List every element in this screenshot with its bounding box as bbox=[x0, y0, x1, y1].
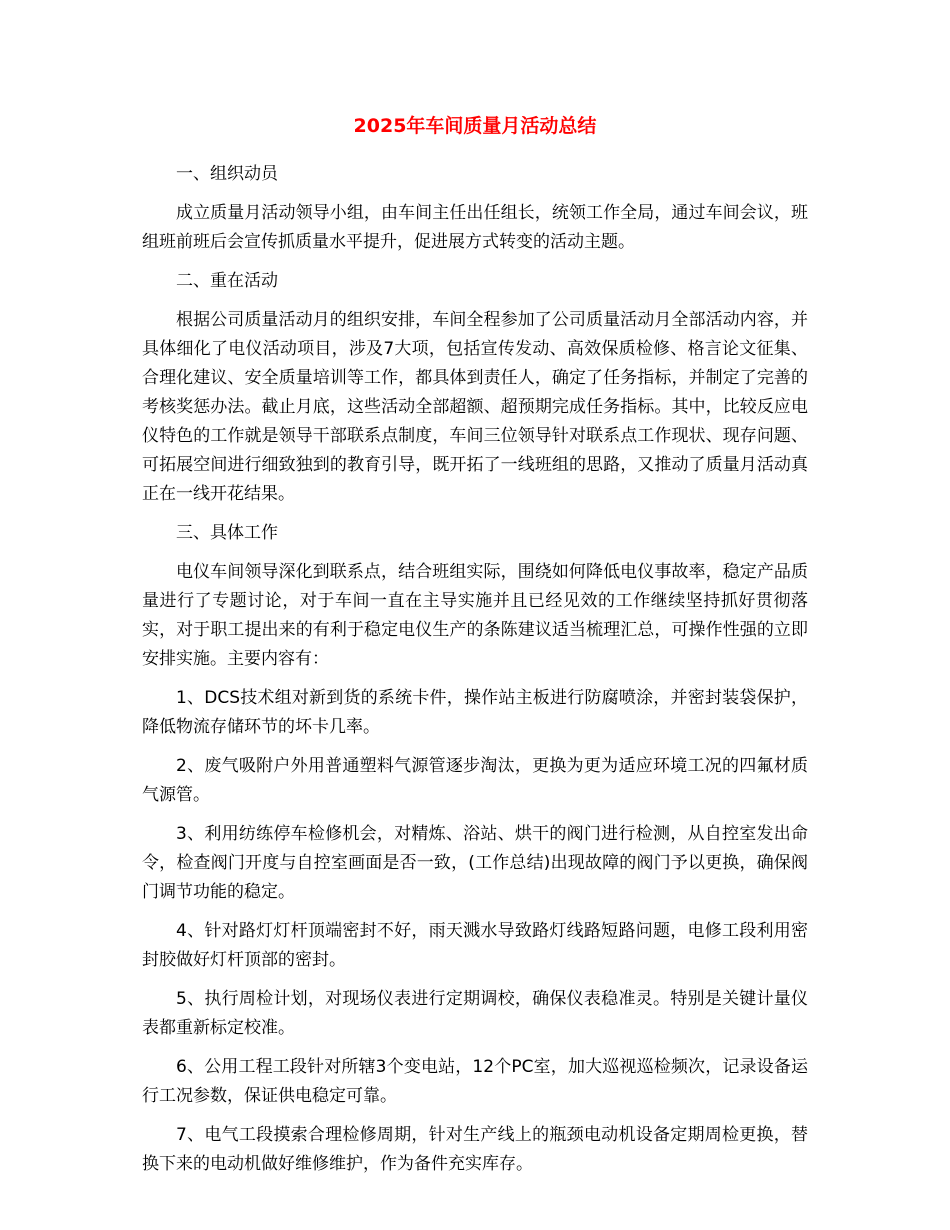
section-heading-2: 二、重在活动 bbox=[176, 271, 278, 291]
section-heading-3: 三、具体工作 bbox=[176, 523, 278, 543]
list-item: 7、电气工段摸索合理检修周期，针对生产线上的瓶颈电动机设备定期周检更换，替换下来的电动机做好维修维护，作为备件充实库存。 bbox=[142, 1125, 808, 1174]
list-item: 1、DCS技术组对新到货的系统卡件，操作站主板进行防腐喷涂，并密封装袋保护，降低物流存储环节的坏卡几率。 bbox=[142, 688, 808, 737]
paragraph: 电仪车间领导深化到联系点，结合班组实际，围绕如何降低电仪事故率，稳定产品质量进行了专题讨论，对于车间一直在主导实施并且已经见效的工作继续坚持抓好贯彻落实，对于职工提出来的有利于稳定电仪生产的条陈建议适当梳理汇总，可操作性强的立即安排实施。主要内容有： bbox=[142, 562, 808, 669]
paragraph: 成立质量月活动领导小组，由车间主任出任组长，统领工作全局，通过车间会议，班组班前班后会宣传抓质量水平提升，促进展方式转变的活动主题。 bbox=[142, 203, 808, 252]
list-item: 2、废气吸附户外用普通塑料气源管逐步淘汰，更换为更为适应环境工况的四氟材质气源管。 bbox=[142, 756, 808, 805]
list-item: 6、公用工程工段针对所辖3个变电站，12个PC室，加大巡视巡检频次，记录设备运行工况参数，保证供电稳定可靠。 bbox=[142, 1057, 808, 1106]
section-heading-1: 一、组织动员 bbox=[176, 164, 278, 184]
list-item: 3、利用纺练停车检修机会，对精炼、浴站、烘干的阀门进行检测，从自控室发出命令，检查阀门开度与自控室画面是否一致，(工作总结)出现故障的阀门予以更换，确保阀门调节功能的稳定。 bbox=[142, 824, 808, 902]
list-item: 5、执行周检计划，对现场仪表进行定期调校，确保仪表稳准灵。特别是关键计量仪表都重新标定校准。 bbox=[142, 989, 808, 1038]
list-item: 4、针对路灯灯杆顶端密封不好，雨天溅水导致路灯线路短路问题，电修工段利用密封胶做好灯杆顶部的密封。 bbox=[142, 921, 808, 970]
paragraph: 根据公司质量活动月的组织安排，车间全程参加了公司质量活动月全部活动内容，并具体细化了电仪活动项目，涉及7大项，包括宣传发动、高效保质检修、格言论文征集、合理化建议、安全质量培训等工作，都具体到责任人，确定了任务指标，并制定了完善的考核奖惩办法。截止月底，这些活动全部超额、超预期完成任务指标。其中，比较反应电仪特色的工作就是领导干部联系点制度，车间三位领导针对联系点工作现状、现存问题、可拓展空间进行细致独到的教育引导，既开拓了一线班组的思路，又推动了质量月活动真正在一线开花结果。 bbox=[142, 310, 808, 504]
document-title: 2025年车间质量月活动总结 bbox=[353, 115, 597, 137]
